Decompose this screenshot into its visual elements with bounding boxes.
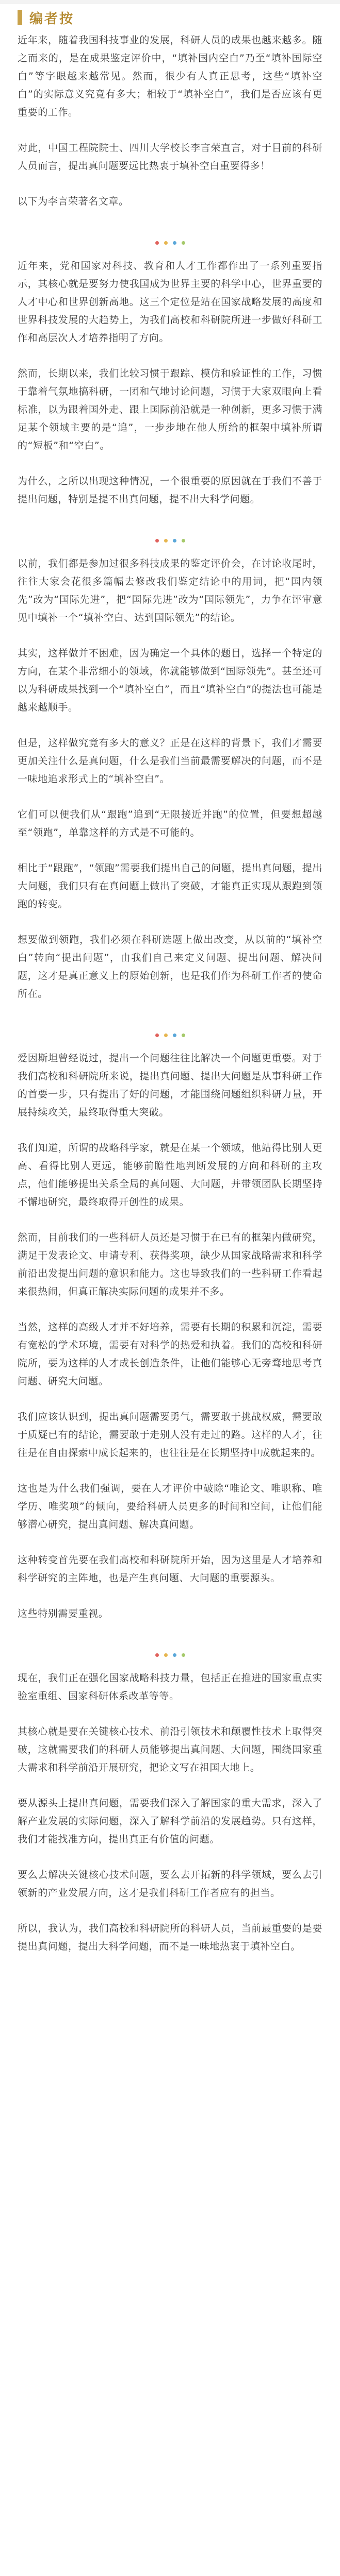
article-section bbox=[18, 1049, 322, 1623]
paragraph: 对此，中国工程院院士、四川大学校长李言荣直言，对于目前的科研人员而言，提出真问题要远比热衷于填补空白重要得多！ bbox=[18, 142, 322, 172]
divider-dot bbox=[164, 1033, 168, 1037]
divider-dot bbox=[173, 1033, 176, 1037]
paragraph: 这也是为什么我们强调，要在人才评价中破除“唯论文、唯职称、唯学历、唯奖项”的倾向，要给科研人员更多的时间和空间，让他们能够潜心研究，提出真问题、解决真问题。 bbox=[18, 1483, 322, 1530]
paragraph: 我们应该认识到，提出真问题需要勇气，需要敢于挑战权威，需要敢于质疑已有的结论，需要敢于走别人没有走过的路。这样的人才，往往是在自由探索中成长起来的，也往往是在长期坚持中成就起来的。 bbox=[18, 1411, 322, 1459]
paragraph: 现在，我们正在强化国家战略科技力量，包括正在推进的国家重点实验室重组、国家科研体系改革等等。 bbox=[18, 1672, 322, 1702]
divider-dot bbox=[182, 1653, 185, 1657]
article-section bbox=[18, 1669, 322, 1956]
divider-dot bbox=[182, 539, 185, 543]
accent-bar bbox=[18, 10, 22, 25]
top-bar bbox=[0, 0, 340, 4]
paragraph: 它们可以便我们从“跟跑”追到“无限接近并跑”的位置，但要想超越至“领跑”，单靠这样的方式是不可能的。 bbox=[18, 809, 322, 838]
paragraph: 近年来，党和国家对科技、教育和人才工作都作出了一系列重要指示，其核心就是要努力使我国成为世界主要的科学中心，世界重要的人才中心和世界创新高地。这三个定位是站在国家战略发展的高度和世界科技发展的大趋势上，为我们高校和科研院所进一步做好科研工作和高层次人才培养指明了方向。 bbox=[18, 260, 322, 344]
paragraph: 以前，我们都是参加过很多科技成果的鉴定评价会，在讨论收尾时，往往大家会花很多篇幅去修改我们鉴定结论中的用词，把“国内领先”改为“国际先进”，把“国际先进”改为“国际领先”，力争在评审意见中填补一个“填补空白、达到国际领先”的结论。 bbox=[18, 558, 322, 623]
divider-dot bbox=[155, 539, 159, 543]
divider-dot bbox=[164, 1653, 168, 1657]
paragraph: 这些特别需要重视。 bbox=[18, 1608, 109, 1619]
paragraph: 这种转变首先要在我们高校和科研院所开始，因为这里是人才培养和科学研究的主阵地，也是产生真问题、大问题的重要源头。 bbox=[18, 1554, 322, 1584]
paragraph: 近年来，随着我国科技事业的发展，科研人员的成果也越来越多。随之而来的，是在成果鉴定评价中，“填补国内空白”乃至“填补国际空白”等字眼越来越常见。然而，很少有人真正思考，这些“填补空白”的实际意义究竟有多大；相较于“填补空白”，我们是否应该有更重要的工作。 bbox=[18, 35, 322, 118]
divider-dot bbox=[155, 241, 159, 245]
divider-dot bbox=[173, 241, 176, 245]
paragraph: 相比于“跟跑”，“领跑”需要我们提出自己的问题，提出真问题，提出大问题，我们只有在真问题上做出了突破，才能真正实现从跟跑到领跑的转变。 bbox=[18, 862, 322, 910]
paragraph: 我们知道，所谓的战略科学家，就是在某一个领域，他站得比别人更高、看得比别人更远，能够前瞻性地判断发展的方向和科研的主攻点，他们能够提出关系全局的真问题、大问题，并带领团队长期坚持不懈地研究，最终取得开创性的成果。 bbox=[18, 1142, 322, 1208]
editor-note-title: 编者按 bbox=[29, 11, 75, 27]
divider-dot bbox=[173, 1653, 176, 1657]
paragraph: 其核心就是要在关键核心技术、前沿引领技术和颠覆性技术上取得突破，这就需要我们的科研人员能够提出真问题、大问题，围绕国家重大需求和科学前沿开展研究，把论文写在祖国大地上。 bbox=[18, 1726, 322, 1773]
article-body bbox=[0, 31, 340, 1956]
section-divider bbox=[18, 228, 322, 257]
divider-dot bbox=[155, 1653, 159, 1657]
paragraph: 然而，目前我们的一些科研人员还是习惯于在已有的框架内做研究，满足于发表论文、申请专利、获得奖项，缺少从国家战略需求和科学前沿出发提出问题的意识和能力。这也导致我们的一些科研工作看起来很热闹，但真正解决实际问题的成果并不多。 bbox=[18, 1232, 322, 1297]
article-section bbox=[18, 257, 322, 509]
divider-dot bbox=[164, 539, 168, 543]
article-header bbox=[0, 4, 340, 31]
divider-dot bbox=[155, 1033, 159, 1037]
article-section bbox=[18, 555, 322, 1003]
divider-dot bbox=[182, 1033, 185, 1037]
paragraph: 但是，这样做究竟有多大的意义？正是在这样的背景下，我们才需要更加关注什么是真问题，什么是我们当前最需要解决的问题，而不是一味地追求形式上的“填补空白”。 bbox=[18, 737, 322, 785]
paragraph: 其实，这样做并不困难，因为确定一个具体的题目，选择一个特定的方向，在某个非常细小的领域，你就能够做到“国际领先”。甚至还可以为科研成果找到一个“填补空白”，而且“填补空白”的提法也可能是越来越顺手。 bbox=[18, 648, 322, 713]
paragraph: 要么去解决关键核心技术问题，要么去开拓新的科学领域，要么去引领新的产业发展方向，这才是我们科研工作者应有的担当。 bbox=[18, 1869, 322, 1899]
section-divider bbox=[18, 526, 322, 555]
paragraph: 为什么，之所以出现这种情况，一个很重要的原因就在于我们不善于提出问题，特别是提不出真问题，提不出大科学问题。 bbox=[18, 476, 322, 505]
divider-dot bbox=[164, 241, 168, 245]
section-divider bbox=[18, 1021, 322, 1049]
article-section bbox=[18, 31, 322, 211]
section-divider bbox=[18, 1640, 322, 1669]
paragraph: 所以，我认为，我们高校和科研院所的科研人员，当前最重要的是要提出真问题，提出大科学问题，而不是一味地热衷于填补空白。 bbox=[18, 1923, 322, 1952]
paragraph: 以下为李言荣著名文章。 bbox=[18, 196, 129, 207]
divider-dot bbox=[182, 241, 185, 245]
paragraph: 爱因斯坦曾经说过，提出一个问题往往比解决一个问题更重要。对于我们高校和科研院所来说，提出真问题、提出大问题是从事科研工作的首要一步，只有提出了好的问题，才能围绕问题组织科研力量，开展持续攻关，最终取得重大突破。 bbox=[18, 1053, 322, 1118]
paragraph: 想要做到领跑，我们必须在科研选题上做出改变，从以前的“填补空白”转向“提出问题”，由我们自己来定义问题、提出问题、解决问题，这才是真正意义上的原始创新，也是我们作为科研工作者的使命所在。 bbox=[18, 934, 322, 999]
paragraph: 当然，这样的高级人才并不好培养，需要有长期的积累和沉淀，需要有宽松的学术环境，需要有对科学的热爱和执着。我们的高校和科研院所，要为这样的人才成长创造条件，让他们能够心无旁骛地思考真问题、研究大问题。 bbox=[18, 1321, 322, 1387]
paragraph: 然而，长期以来，我们比较习惯于跟踪、模仿和验证性的工作，习惯于靠着气氛地搞科研，一团和气地讨论问题，习惯于大家双眼向上看标准，以为跟着国外走、跟上国际前沿就是一种创新，更多习惯于满足某个领域主要的是“追”，一步步地在他人所给的框架中填补所谓的“短板”和“空白”。 bbox=[18, 368, 322, 451]
paragraph: 要从源头上提出真问题，需要我们深入了解国家的重大需求，深入了解产业发展的实际问题，深入了解科学前沿的发展趋势。只有这样，我们才能找准方向，提出真正有价值的问题。 bbox=[18, 1798, 322, 1845]
divider-dot bbox=[173, 539, 176, 543]
